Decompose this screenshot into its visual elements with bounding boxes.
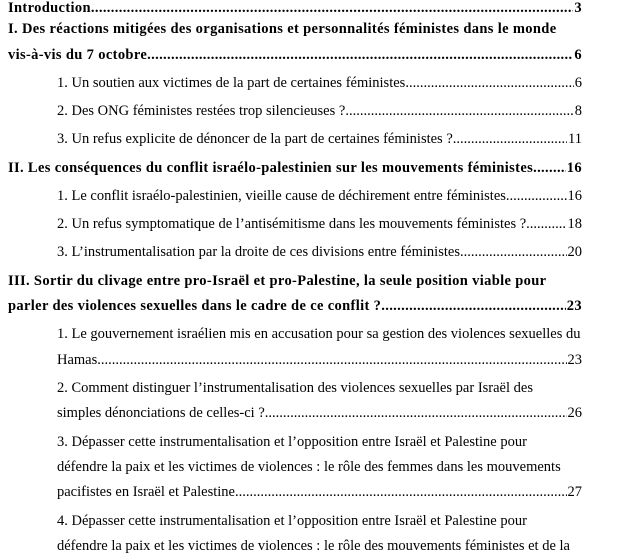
toc-page-number: 16 bbox=[567, 187, 582, 204]
toc-page-number: 11 bbox=[568, 131, 582, 148]
toc-entry-title: II. Les conséquences du conflit israélo-palestinien sur les mouvements féministes bbox=[8, 159, 534, 176]
dot-leader bbox=[453, 127, 567, 152]
dot-leader bbox=[147, 43, 573, 68]
toc-entry-title: III. Sortir du clivage entre pro-Israël et pro-Palestine, la seule position viable pour bbox=[8, 272, 547, 289]
toc-entry-title: I. Des réactions mitigées des organisations et personnalités féministes dans le monde bbox=[8, 21, 557, 38]
toc-entry-title: 2. Des ONG féministes restées trop silencieuses ? bbox=[57, 103, 346, 120]
toc-entry-line bbox=[57, 212, 582, 237]
toc-page-number: 23 bbox=[567, 351, 582, 368]
toc-entry-title: 3. Dépasser cette instrumentalisation et l’opposition entre Israël et Palestine pour bbox=[57, 433, 527, 450]
toc-entry-line bbox=[57, 376, 582, 401]
toc-entry-line bbox=[57, 430, 582, 455]
toc-entry-line bbox=[8, 17, 582, 42]
dot-leader bbox=[405, 71, 573, 96]
dot-leader bbox=[526, 212, 566, 237]
toc-entry-title: Hamas bbox=[57, 351, 98, 368]
toc-section-entry bbox=[8, 156, 582, 181]
dot-leader bbox=[533, 156, 566, 181]
toc-section-entry bbox=[8, 269, 582, 320]
toc-entry-title: défendre la paix et les victimes de violences : le rôle des mouvements féministes et de la bbox=[57, 537, 570, 554]
toc-entry-title: Introduction bbox=[8, 0, 91, 16]
toc-entry-line bbox=[57, 509, 582, 534]
toc-entry-line bbox=[8, 0, 582, 16]
toc-subsection-entry bbox=[8, 430, 582, 506]
toc-page-number: 26 bbox=[567, 405, 582, 422]
toc-page-number: 16 bbox=[566, 159, 582, 176]
toc-subsection-entry bbox=[8, 376, 582, 427]
toc-entry-line bbox=[8, 294, 582, 319]
toc-page-number: 6 bbox=[574, 75, 582, 92]
toc-subsection-entry bbox=[8, 127, 582, 152]
toc-entry-line bbox=[8, 269, 582, 294]
dot-leader bbox=[345, 99, 573, 124]
dot-leader bbox=[91, 0, 573, 16]
toc-entry-line bbox=[57, 348, 582, 373]
toc-entry-line bbox=[57, 71, 582, 96]
dot-leader bbox=[265, 401, 567, 426]
toc-subsection-entry bbox=[8, 71, 582, 96]
dot-leader bbox=[381, 294, 566, 319]
toc-entry-title: simples dénonciations de celles-ci ? bbox=[57, 405, 265, 422]
toc-entry-title: parler des violences sexuelles dans le cadre de ce conflit ? bbox=[8, 298, 382, 315]
toc-subsection-entry bbox=[8, 240, 582, 265]
toc-entry-title: 4. Dépasser cette instrumentalisation et l’opposition entre Israël et Palestine pour bbox=[57, 512, 527, 529]
toc-page-number: 6 bbox=[574, 46, 582, 63]
toc-entry-title: 1. Le gouvernement israélien mis en accusation pour sa gestion des violences sexuelles du bbox=[57, 326, 581, 343]
toc-entry-title: 1. Un soutien aux victimes de la part de certaines féministes bbox=[57, 75, 406, 92]
toc-entry-line bbox=[57, 480, 582, 505]
toc-subsection-entry bbox=[8, 184, 582, 209]
toc-page-number: 8 bbox=[574, 103, 582, 120]
toc-page-number: 18 bbox=[567, 216, 582, 233]
toc-entry-title: défendre la paix et les victimes de violences : le rôle des femmes dans les mouvements bbox=[57, 458, 561, 475]
toc-entry-line bbox=[8, 156, 582, 181]
dot-leader bbox=[97, 348, 566, 373]
toc-entry-title: vis-à-vis du 7 octobre bbox=[8, 46, 148, 63]
dot-leader bbox=[460, 240, 567, 265]
toc-entry-line bbox=[57, 401, 582, 426]
toc-entry-title: 1. Le conflit israélo-palestinien, vieille cause de déchirement entre féministes bbox=[57, 187, 506, 204]
toc-entry-line bbox=[57, 534, 582, 559]
toc-entry-line bbox=[57, 99, 582, 124]
toc-page-number: 20 bbox=[567, 244, 582, 261]
toc-entry-title: pacifistes en Israël et Palestine bbox=[57, 484, 235, 501]
dot-leader bbox=[235, 480, 567, 505]
toc-section-entry bbox=[8, 17, 582, 68]
toc-subsection-entry bbox=[8, 212, 582, 237]
toc-entry-line bbox=[57, 322, 582, 347]
toc-entry-line bbox=[57, 240, 582, 265]
toc-entry-title: 2. Comment distinguer l’instrumentalisation des violences sexuelles par Israël des bbox=[57, 379, 533, 396]
toc-page-number: 23 bbox=[566, 298, 582, 315]
toc-entry-line bbox=[57, 455, 582, 480]
toc-entry-line bbox=[57, 184, 582, 209]
toc-subsection-entry bbox=[8, 322, 582, 373]
toc-section-entry bbox=[8, 0, 582, 16]
toc-entry-line bbox=[57, 127, 582, 152]
toc-page-number: 27 bbox=[567, 484, 582, 501]
dot-leader bbox=[506, 184, 567, 209]
toc-subsection-entry bbox=[8, 99, 582, 124]
toc-entry-title: 3. L’instrumentalisation par la droite de ces divisions entre féministes bbox=[57, 244, 460, 261]
toc-subsection-entry bbox=[8, 509, 582, 560]
toc-entry-title: 3. Un refus explicite de dénoncer de la part de certaines féministes ? bbox=[57, 131, 453, 148]
toc-page-number: 3 bbox=[574, 0, 582, 16]
table-of-contents bbox=[8, 0, 582, 559]
toc-entry-title: 2. Un refus symptomatique de l’antisémitisme dans les mouvements féministes ? bbox=[57, 216, 527, 233]
toc-entry-line bbox=[8, 43, 582, 68]
